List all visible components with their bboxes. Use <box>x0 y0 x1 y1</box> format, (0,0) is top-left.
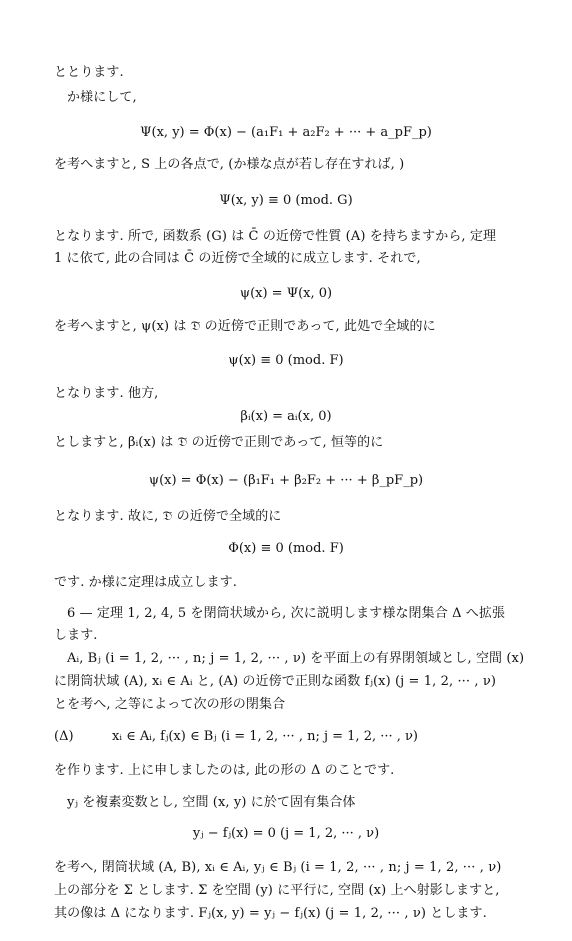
text-line: としますと, βᵢ(x) は 𝔇̄ の近傍で正則であって, 恒等的に <box>54 435 384 450</box>
display-equation: ψ(x) = Φ(x) − (β₁F₁ + β₂F₂ + ··· + β_pF_p) <box>148 473 424 488</box>
text-line: です. か様に定理は成立します. <box>54 575 237 590</box>
display-equation: ψ(x) ≡ 0 (mod. F) <box>228 353 344 368</box>
display-equation: yⱼ − fⱼ(x) = 0 (j = 1, 2, ··· , ν) <box>192 826 380 841</box>
equation-label: (Δ) <box>54 729 74 744</box>
text-line: となります. 他方, <box>54 386 159 401</box>
text-line: ととります. <box>54 65 124 80</box>
text-line: に閉筒状域 (A), xᵢ ∈ Aᵢ と, (A) の近傍で正則な函数 fⱼ(x) (j = 1, 2, ··· , ν) <box>54 674 497 689</box>
display-equation: βᵢ(x) = aᵢ(x, 0) <box>240 409 332 424</box>
display-equation: xᵢ ∈ Aᵢ, fⱼ(x) ∈ Bⱼ (i = 1, 2, ··· , n; j = 1, 2, ··· , ν) <box>112 729 418 744</box>
text-line: を考へますと, ψ(x) は 𝔇̄ の近傍で正則であって, 此処で全域的に <box>54 319 436 334</box>
text-line: します. <box>54 628 98 643</box>
text-line: となります. 所で, 函数系 (G) は C̄ の近傍で性質 (A) を持ちますから, 定理 <box>54 229 497 244</box>
text-line: 1 に依て, 此の合同は C̄ の近傍で全域的に成立します. それで, <box>54 251 421 266</box>
text-line: とを考へ, 之等によって次の形の閉集合 <box>54 697 286 712</box>
text-line: を考へ, 閉筒状域 (A, B), xᵢ ∈ Aᵢ, yⱼ ∈ Bⱼ (i = 1, 2, ··· , n; j = 1, 2, ··· , ν) <box>54 860 502 875</box>
text-line: Aᵢ, Bⱼ (i = 1, 2, ··· , n; j = 1, 2, ··· , ν) を平面上の有界閉領域とし, 空間 (x) <box>67 651 525 666</box>
text-line: となります. 故に, 𝔇̄ の近傍で全域的に <box>54 509 282 524</box>
text-line: を作ります. 上に申しましたのは, 此の形の Δ のことです. <box>54 763 395 778</box>
text-line: 上の部分を Σ とします. Σ を空間 (y) に平行に, 空間 (x) 上へ射影しますと, <box>54 883 500 898</box>
text-line: 其の像は Δ になります. Fⱼ(x, y) = yⱼ − fⱼ(x) (j = 1, 2, ··· , ν) とします. <box>54 906 487 921</box>
display-equation: ψ(x) = Ψ(x, 0) <box>239 286 333 301</box>
display-equation: Ψ(x, y) = Φ(x) − (a₁F₁ + a₂F₂ + ··· + a_pF_p) <box>140 125 432 140</box>
section-heading: 6 — 定理 1, 2, 4, 5 を閉筒状域から, 次に説明します様な閉集合 Δ へ拡張 <box>67 606 506 621</box>
text-line: yⱼ を複素変数とし, 空間 (x, y) に於て固有集合体 <box>67 795 356 810</box>
display-equation: Φ(x) ≡ 0 (mod. F) <box>228 541 344 556</box>
text-line: を考へますと, S 上の各点で, (か様な点が若し存在すれば, ) <box>54 157 405 172</box>
text-line: か様にして, <box>67 90 137 105</box>
display-equation: Ψ(x, y) ≡ 0 (mod. G) <box>219 193 353 208</box>
